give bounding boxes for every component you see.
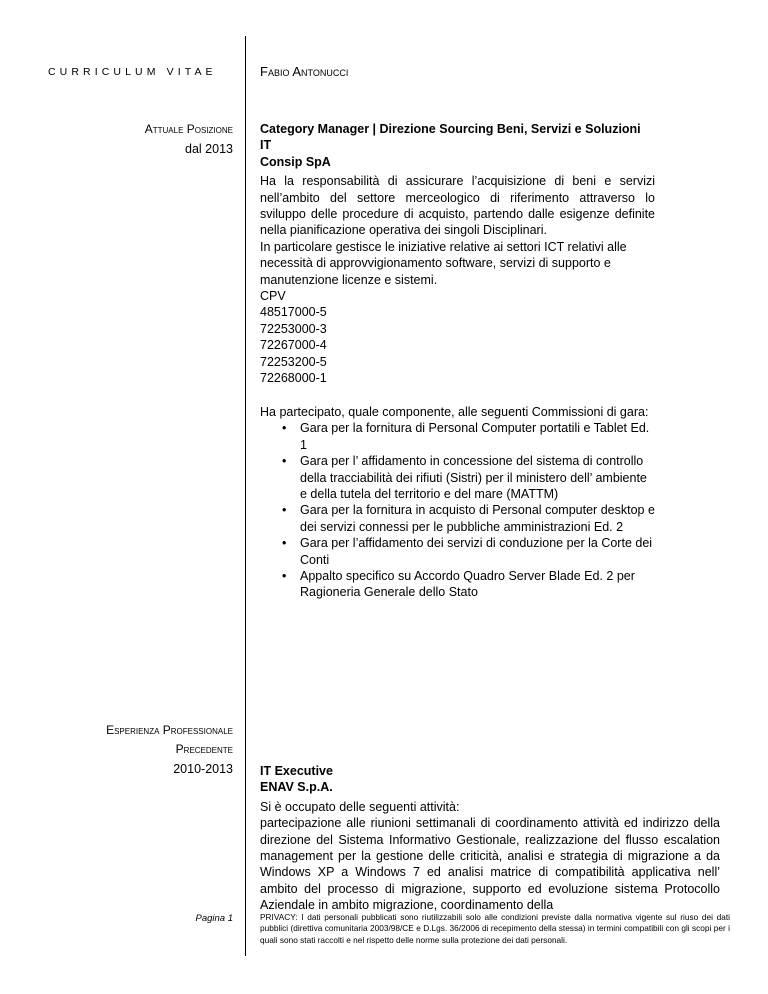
list-item: • Gara per la fornitura in acquisto di Personal computer desktop e dei servizi connessi per le pubbliche amministrazioni Ed. 2 xyxy=(300,502,655,535)
previous-experience-section xyxy=(260,763,720,914)
previous-experience-label: Esperienza Professionale xyxy=(106,723,233,737)
current-paragraph-1: Ha la responsabilità di assicurare l’acquisizione di beni e servizi nell’ambito del settore merceologico di riferimento attraverso lo sviluppo delle procedure di acquisto, partendo dalle esigenze definite nella pianificazione operativa dei singoli Disciplinari. xyxy=(260,174,655,238)
previous-intro: Si è occupato delle seguenti attività: xyxy=(260,799,460,814)
cpv-code: 72253200-5 xyxy=(260,354,327,369)
privacy-note: PRIVACY: I dati personali pubblicati sono riutilizzabili solo alle condizioni previste dalla normativa vigente sul riuso dei dati pubblici (direttiva comunitaria 2003/98/CE e D.Lgs. 36/2006 di recepimento della stessa) in termini compatibili con gli scopi per i quali sono stati raccolti e nel rispetto delle norme sulla protezione dei dati personali. xyxy=(260,912,730,945)
previous-company: ENAV S.p.A. xyxy=(260,780,333,795)
cpv-code: 72267000-4 xyxy=(260,338,327,353)
current-position-label: Attuale Posizione xyxy=(144,122,233,136)
previous-paragraph: partecipazione alle riunioni settimanali di coordinamento attività ed indirizzo della direzione del Sistema Informativo Gestionale, realizzazione del flusso escalation management per la gestione delle criticità, analisi e strategia di migrazione a da Windows XP a Windows 7 ed analisi matrice di compatibilità applicativa nell’ ambito del processo di migrazione, supporto ed evoluzione sistema Protocollo Aziendale in ambito migrazione, coordinamento della xyxy=(260,816,720,913)
previous-job-title: IT Executive xyxy=(260,764,333,778)
previous-experience-label-2: Precedente xyxy=(175,742,233,756)
list-item: • Appalto specifico su Accordo Quadro Server Blade Ed. 2 per Ragioneria Generale dello Stato xyxy=(300,568,655,601)
current-company: Consip SpA xyxy=(260,154,331,169)
previous-experience-period: 2010-2013 xyxy=(173,762,233,776)
commissions-list xyxy=(260,420,655,600)
list-item: • Gara per l’ affidamento in concessione del sistema di controllo della tracciabilità dei rifiuti (Sistri) per il ministero dell’ ambiente e della tutela del territorio e del mare (MATTM) xyxy=(300,453,655,502)
column-divider xyxy=(245,36,246,956)
cpv-code: 72253000-3 xyxy=(260,321,327,336)
cpv-code: 72268000-1 xyxy=(260,371,327,386)
cpv-label: CPV xyxy=(260,289,286,304)
current-position-period: dal 2013 xyxy=(185,142,233,156)
current-position-section xyxy=(260,121,655,387)
list-item: • Gara per l’affidamento dei servizi di conduzione per la Corte dei Conti xyxy=(300,535,655,568)
current-paragraph-2: In particolare gestisce le iniziative relative ai settori ICT relativi alle necessità di approvvigionamento software, servizi di supporto e manutenzione licenze e sistemi. xyxy=(260,239,627,287)
commissions-section xyxy=(260,404,655,601)
current-job-title: Category Manager | Direzione Sourcing Beni, Servizi e Soluzioni IT xyxy=(260,122,641,153)
person-name: Fabio Antonucci xyxy=(260,64,349,79)
commissions-intro: Ha partecipato, quale componente, alle seguenti Commissioni di gara: xyxy=(260,405,649,419)
cpv-code: 48517000-5 xyxy=(260,305,327,320)
list-item: • Gara per la fornitura di Personal Computer portatili e Tablet Ed. 1 xyxy=(300,420,655,453)
page-number: Pagina 1 xyxy=(195,913,233,924)
cv-heading: CURRICULUM VITAE xyxy=(48,66,217,78)
